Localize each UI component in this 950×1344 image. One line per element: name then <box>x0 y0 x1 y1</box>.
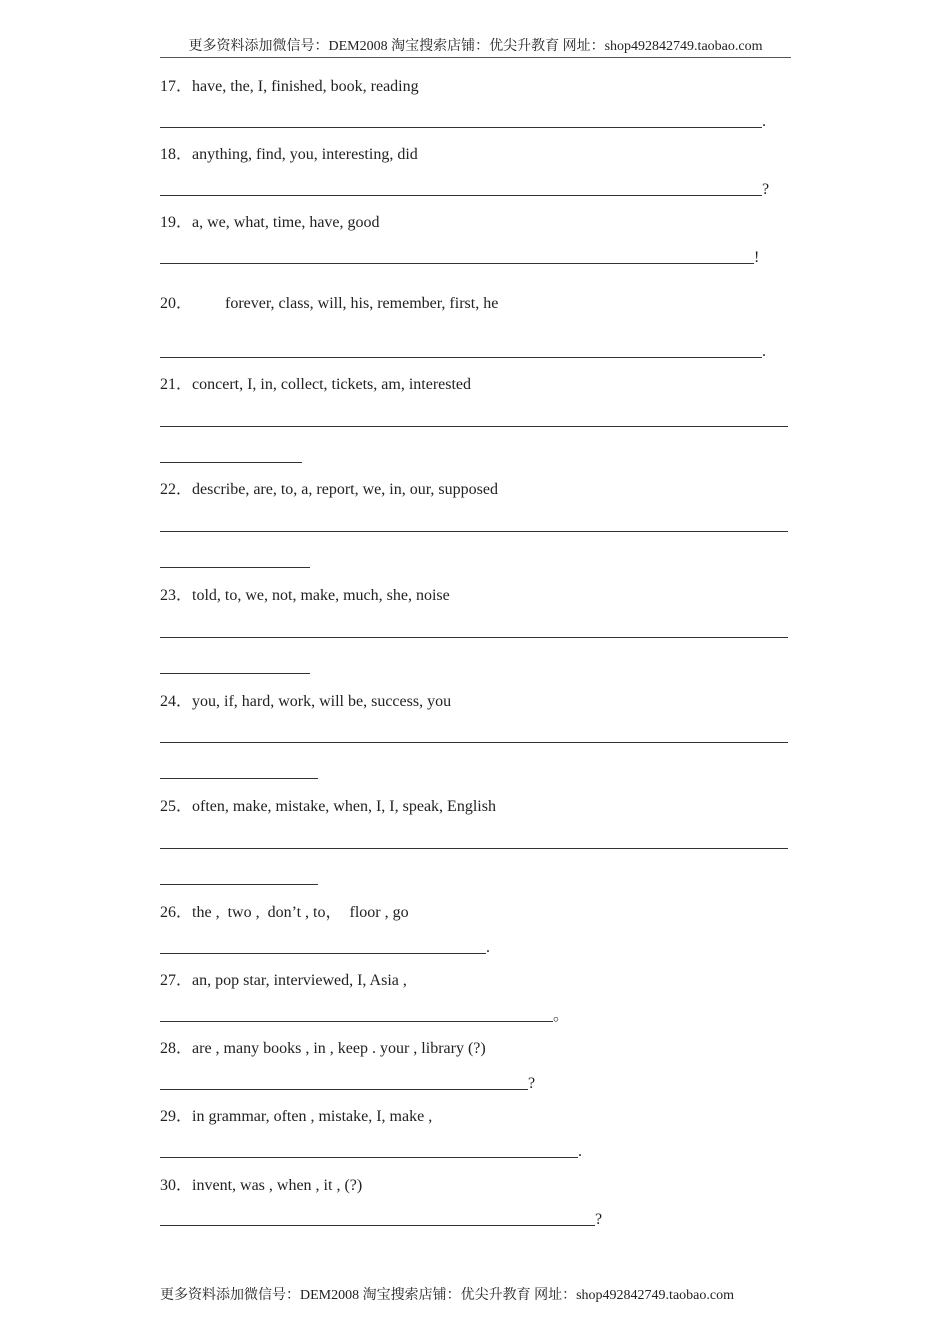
question-words: have, the, I, finished, book, reading <box>192 78 419 95</box>
answer-line-continued[interactable] <box>160 884 318 885</box>
question-words: concert, I, in, collect, tickets, am, interested <box>192 376 472 393</box>
question-number: 19． <box>160 214 193 231</box>
question-number: 26． <box>160 904 193 921</box>
question-17 <box>160 77 419 97</box>
answer-end-mark: ? <box>762 181 770 198</box>
answer-line[interactable] <box>160 1225 595 1226</box>
answer-line[interactable] <box>160 848 788 849</box>
question-30 <box>160 1176 362 1196</box>
question-number: 24． <box>160 693 193 710</box>
question-21 <box>160 375 471 395</box>
answer-end-mark: 。 <box>553 1007 570 1024</box>
answer-line-continued[interactable] <box>160 778 318 779</box>
question-number: 18． <box>160 146 193 163</box>
answer-line[interactable] <box>160 531 788 532</box>
question-number: 25． <box>160 798 193 815</box>
answer-line[interactable] <box>160 195 762 196</box>
question-number: 23． <box>160 587 193 604</box>
answer-line[interactable] <box>160 357 762 358</box>
question-words: told, to, we, not, make, much, she, noise <box>192 587 450 604</box>
question-words: forever, class, will, his, remember, first, he <box>225 295 499 312</box>
question-22 <box>160 480 498 500</box>
question-words: the , two , don’t , to， floor , go <box>192 904 409 921</box>
answer-line[interactable] <box>160 953 486 954</box>
page-footer: 更多资料添加微信号：DEM2008 淘宝搜索店铺：优尖升教育 网址：shop492842749.taobao.com <box>160 1288 734 1303</box>
question-number: 30． <box>160 1177 193 1194</box>
answer-end-mark: . <box>762 113 766 130</box>
answer-end-mark: ? <box>595 1211 603 1228</box>
answer-line-continued[interactable] <box>160 462 302 463</box>
question-29 <box>160 1107 432 1127</box>
question-number: 22． <box>160 481 193 498</box>
page-header: 更多资料添加微信号：DEM2008 淘宝搜索店铺：优尖升教育 网址：shop492842749.taobao.com <box>160 37 791 58</box>
question-23 <box>160 586 450 606</box>
answer-line[interactable] <box>160 1021 553 1022</box>
question-words: a, we, what, time, have, good <box>192 214 380 231</box>
answer-end-mark: . <box>486 939 490 956</box>
answer-line[interactable] <box>160 127 762 128</box>
question-number: 21． <box>160 376 193 393</box>
answer-end-mark: . <box>762 343 766 360</box>
question-words: are , many books , in , keep . your , library (?) <box>192 1040 486 1057</box>
answer-end-mark: ? <box>528 1075 536 1092</box>
question-words: often, make, mistake, when, I, I, speak, English <box>192 798 496 815</box>
question-28 <box>160 1039 486 1059</box>
answer-end-mark: ! <box>754 249 760 266</box>
answer-line[interactable] <box>160 1157 578 1158</box>
answer-line[interactable] <box>160 263 754 264</box>
answer-line[interactable] <box>160 742 788 743</box>
answer-line-continued[interactable] <box>160 567 310 568</box>
question-number: 28． <box>160 1040 193 1057</box>
question-words: you, if, hard, work, will be, success, you <box>192 693 452 710</box>
question-words: describe, are, to, a, report, we, in, our, supposed <box>192 481 498 498</box>
answer-line[interactable] <box>160 1089 528 1090</box>
question-27 <box>160 971 407 991</box>
answer-line[interactable] <box>160 426 788 427</box>
answer-line[interactable] <box>160 637 788 638</box>
question-number: 29． <box>160 1108 193 1125</box>
question-number: 17． <box>160 78 193 95</box>
question-words: anything, find, you, interesting, did <box>192 146 418 163</box>
answer-end-mark: . <box>578 1143 582 1160</box>
question-words: in grammar, often , mistake, I, make , <box>192 1108 433 1125</box>
question-19 <box>160 213 380 233</box>
question-20 <box>160 294 498 314</box>
answer-line-continued[interactable] <box>160 673 310 674</box>
question-18 <box>160 145 418 165</box>
question-number: 27． <box>160 972 193 989</box>
question-26 <box>160 903 409 923</box>
question-24 <box>160 692 451 712</box>
question-words: an, pop star, interviewed, I, Asia , <box>192 972 407 989</box>
question-words: invent, was , when , it , (?) <box>192 1177 363 1194</box>
question-number: 20． <box>160 295 193 312</box>
question-25 <box>160 797 496 817</box>
